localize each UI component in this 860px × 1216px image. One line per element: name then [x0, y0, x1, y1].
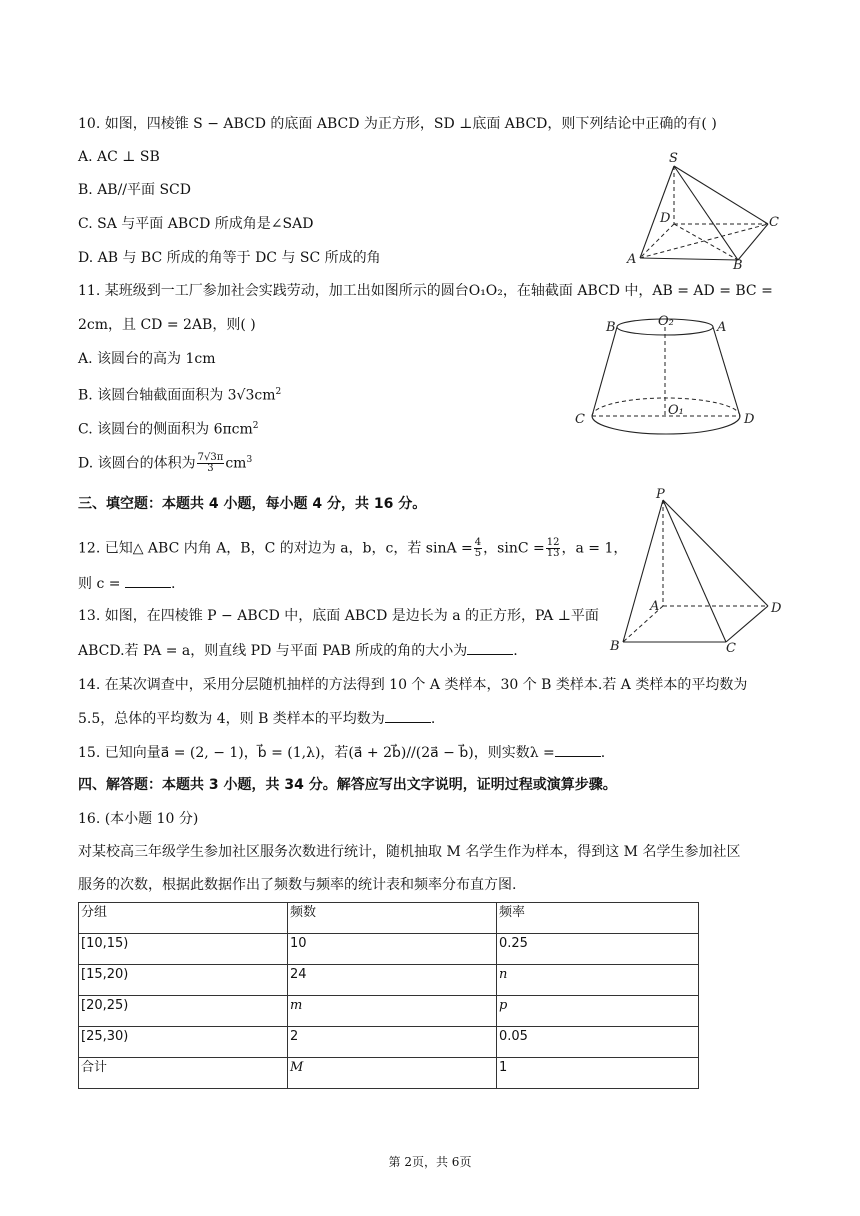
q11-label-d: D — [744, 412, 755, 427]
table-row — [79, 1058, 699, 1089]
q10-option-d: D. AB 与 BC 所成的角等于 DC 与 SC 所成的角 — [78, 250, 381, 266]
q12-line-2: 则 c = . — [78, 573, 175, 594]
table-cell: [10,15) — [79, 934, 288, 965]
q10-label-b: B — [733, 258, 743, 272]
q13-label-c: C — [726, 641, 736, 656]
q13-label-a: A — [650, 599, 660, 614]
q10-option-b: B. AB//平面 SCD — [78, 182, 191, 198]
q16-line-2: 服务的次数，根据此数据作出了频数与频率的统计表和频率分布直方图. — [78, 877, 517, 893]
q13-label-p: P — [656, 487, 665, 502]
q10-stem: 10. 如图，四棱锥 S − ABCD 的底面 ABCD 为正方形，SD ⊥底面 ABCD，则下列结论中正确的有( ) — [78, 116, 717, 132]
table-cell: [15,20) — [79, 965, 288, 996]
table-cell: 24 — [288, 965, 497, 996]
q12-answer-blank[interactable] — [125, 573, 171, 588]
q16-head: 16. (本小题 10 分) — [78, 811, 199, 827]
table-row — [79, 1027, 699, 1058]
frequency-table — [78, 902, 699, 1089]
q14-line-1: 14. 在某次调查中，采用分层随机抽样的方法得到 10 个 A 类样本，30 个 B 类样本.若 A 类样本的平均数为 — [78, 677, 748, 693]
q11-frustum-figure — [572, 308, 762, 448]
table-cell: 1 — [497, 1058, 699, 1089]
table-cell: n — [497, 965, 699, 996]
table-cell: 0.25 — [497, 934, 699, 965]
table-row — [79, 934, 699, 965]
table-cell: m — [288, 996, 497, 1027]
q10-label-a: A — [627, 252, 637, 267]
table-cell: 2 — [288, 1027, 497, 1058]
q11-option-b: B. 该圆台轴截面面积为 $3√3cm^2$ — [78, 387, 282, 404]
q14-answer-blank[interactable] — [385, 708, 431, 723]
q13-answer-blank[interactable] — [467, 640, 513, 655]
q10-label-d: D — [660, 211, 671, 226]
q11-label-c: C — [575, 412, 585, 427]
table-cell: p — [497, 996, 699, 1027]
q15-line: 15. 已知向量a⃗ = (2, − 1)，b⃗ = (1,λ)，若(a⃗ + 2b⃗)//(2a⃗ − b⃗)，则实数λ = . — [78, 742, 605, 763]
page-footer: 第 2页，共 6页 — [388, 1155, 472, 1169]
table-header-cell: 分组 — [79, 903, 288, 934]
table-header-cell: 频数 — [288, 903, 497, 934]
q13-label-b: B — [610, 639, 620, 654]
q12-line-1: 12. 已知△ ABC 内角 A，B，C 的对边为 a，b，c，若 sinA = $\frac{4}{5}$ ，sinC = $\frac{12}{13}$ ，a = 1， — [78, 537, 628, 559]
q11-label-o1: O₁ — [668, 403, 684, 418]
q10-label-s: S — [669, 151, 678, 166]
q16-line-1: 对某校高三年级学生参加社区服务次数进行统计，随机抽取 M 名学生作为样本，得到这 M 名学生参加社区 — [78, 844, 741, 860]
q11-label-a: A — [717, 320, 727, 335]
table-cell: 合计 — [79, 1058, 288, 1089]
q13-line-1: 13. 如图，在四棱锥 P − ABCD 中，底面 ABCD 是边长为 a 的正方形，PA ⊥平面 — [78, 608, 599, 624]
table-cell: [25,30) — [79, 1027, 288, 1058]
q10-option-c: C. SA 与平面 ABCD 所成角是∠SAD — [78, 216, 314, 232]
table-row — [79, 965, 699, 996]
q11-option-c: C. 该圆台的侧面积为 6πcm$^2$ — [78, 421, 259, 438]
table-header-row — [79, 903, 699, 934]
q15-answer-blank[interactable] — [555, 742, 601, 757]
q11-stem-1: 11. 某班级到一工厂参加社会实践劳动，加工出如图所示的圆台O₁O₂，在轴截面 ABCD 中，AB = AD = BC = — [78, 283, 773, 299]
q11-label-b: B — [606, 320, 616, 335]
q13-line-2: ABCD.若 PA = a，则直线 PD 与平面 PAB 所成的角的大小为 . — [78, 640, 518, 661]
q10-pyramid-figure — [622, 146, 784, 272]
q10-label-c: C — [769, 215, 779, 230]
table-cell: 0.05 — [497, 1027, 699, 1058]
section-4-heading: 四、解答题：本题共 3 小题，共 34 分。解答应写出文字说明，证明过程或演算步骤。 — [78, 777, 617, 793]
table-cell: M — [288, 1058, 497, 1089]
q13-label-d: D — [771, 601, 782, 616]
table-cell: 10 — [288, 934, 497, 965]
q11-stem-2: 2cm，且 CD = 2AB，则( ) — [78, 317, 256, 333]
q11-label-o2: O₂ — [658, 314, 674, 329]
q10-option-a: A. AC ⊥ SB — [78, 149, 160, 165]
table-row — [79, 996, 699, 1027]
q14-line-2: 5.5，总体的平均数为 4，则 B 类样本的平均数为 . — [78, 708, 435, 729]
section-3-heading: 三、填空题：本题共 4 小题，每小题 4 分，共 16 分。 — [78, 496, 427, 512]
table-header-cell: 频率 — [497, 903, 699, 934]
q11-option-d: D. 该圆台的体积为 $\frac{7√3\pi}{3}$ $cm^3$ — [78, 452, 253, 475]
table-cell: [20,25) — [79, 996, 288, 1027]
q13-pyramid-figure — [608, 484, 792, 656]
q11-option-a: A. 该圆台的高为 1cm — [78, 351, 216, 367]
